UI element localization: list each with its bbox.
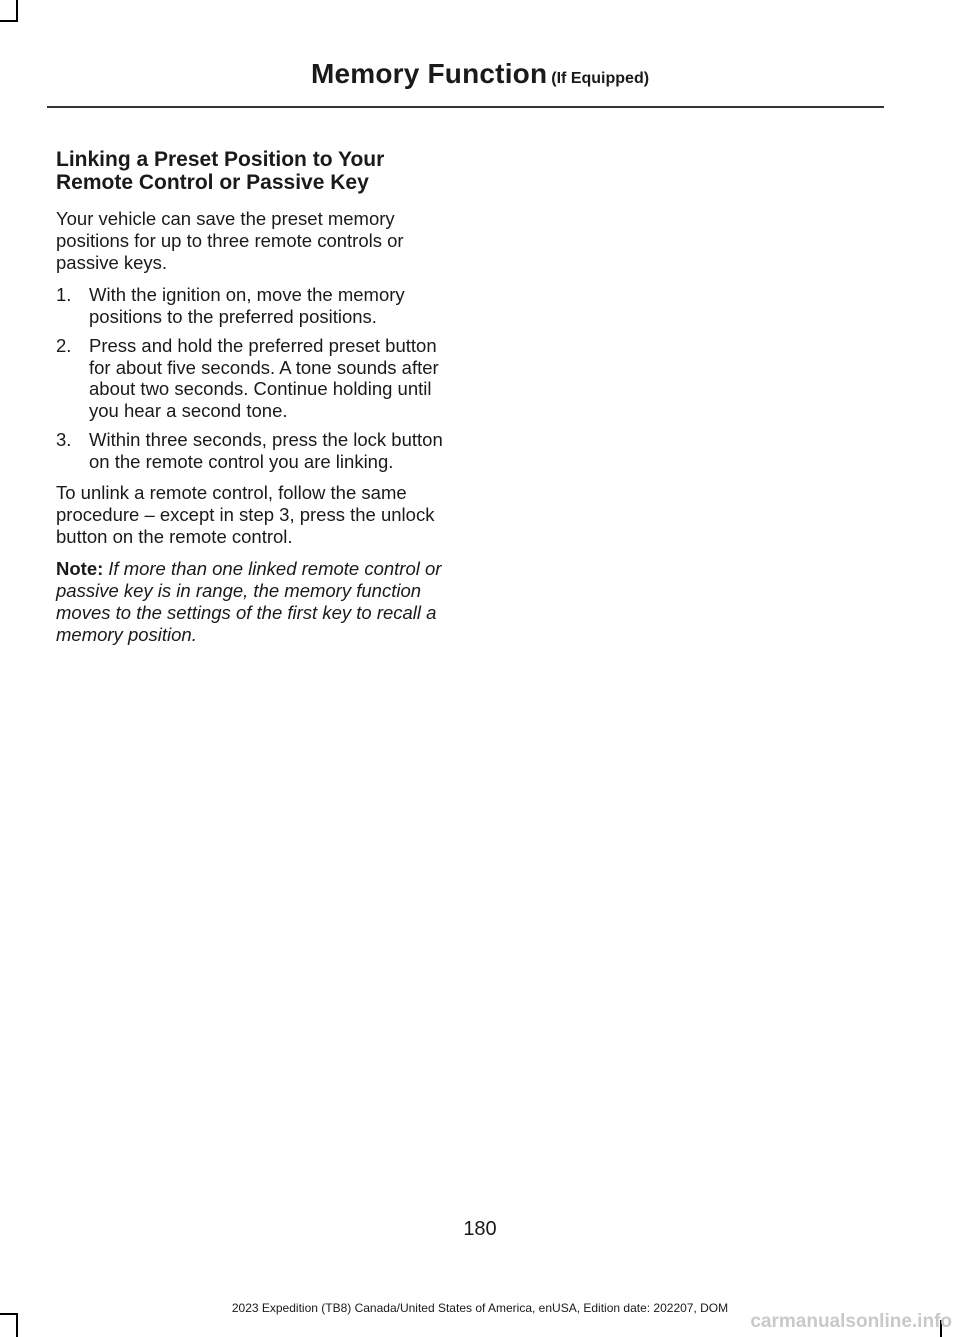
chapter-title: Memory Function xyxy=(310,58,548,89)
step-text: Press and hold the preferred preset button for about five seconds. A tone sounds after about two seconds. Continue holding until you hear a second tone. xyxy=(89,335,439,421)
step-item xyxy=(56,429,452,472)
main-content xyxy=(56,148,452,646)
unlink-paragraph: To unlink a remote control, follow the same procedure – except in step 3, press the unlock button on the remote control. xyxy=(56,482,435,547)
section-heading: Linking a Preset Position to Your Remote Control or Passive Key xyxy=(56,148,385,194)
note-paragraph xyxy=(56,558,452,646)
step-item xyxy=(56,284,452,327)
steps-list xyxy=(56,284,452,472)
intro-paragraph: Your vehicle can save the preset memory positions for up to three remote controls or passive keys. xyxy=(56,208,404,273)
step-item xyxy=(56,335,452,421)
chapter-subtitle: (If Equipped) xyxy=(551,70,650,87)
header-divider xyxy=(47,106,884,108)
step-number: 3. xyxy=(56,429,72,450)
crop-mark-top-left-horizontal xyxy=(0,20,18,22)
footer-edition-info: 2023 Expedition (TB8) Canada/United States of America, enUSA, Edition date: 202207, DOM xyxy=(231,1301,729,1315)
watermark-text: carmanualsonline.info xyxy=(750,1311,952,1332)
crop-mark-top-left-vertical xyxy=(16,0,18,22)
page-header xyxy=(0,58,960,90)
note-label: Note: xyxy=(56,558,104,579)
step-text: With the ignition on, move the memory positions to the preferred positions. xyxy=(89,284,405,327)
crop-mark-bottom-left-vertical xyxy=(16,1313,18,1337)
step-number: 1. xyxy=(56,284,72,305)
step-text: Within three seconds, press the lock button on the remote control you are linking. xyxy=(89,429,443,472)
step-number: 2. xyxy=(56,335,72,356)
note-text: If more than one linked remote control or passive key is in range, the memory function moves to the settings of the first key to recall a memory position. xyxy=(56,558,442,645)
page-number: 180 xyxy=(463,1218,497,1240)
